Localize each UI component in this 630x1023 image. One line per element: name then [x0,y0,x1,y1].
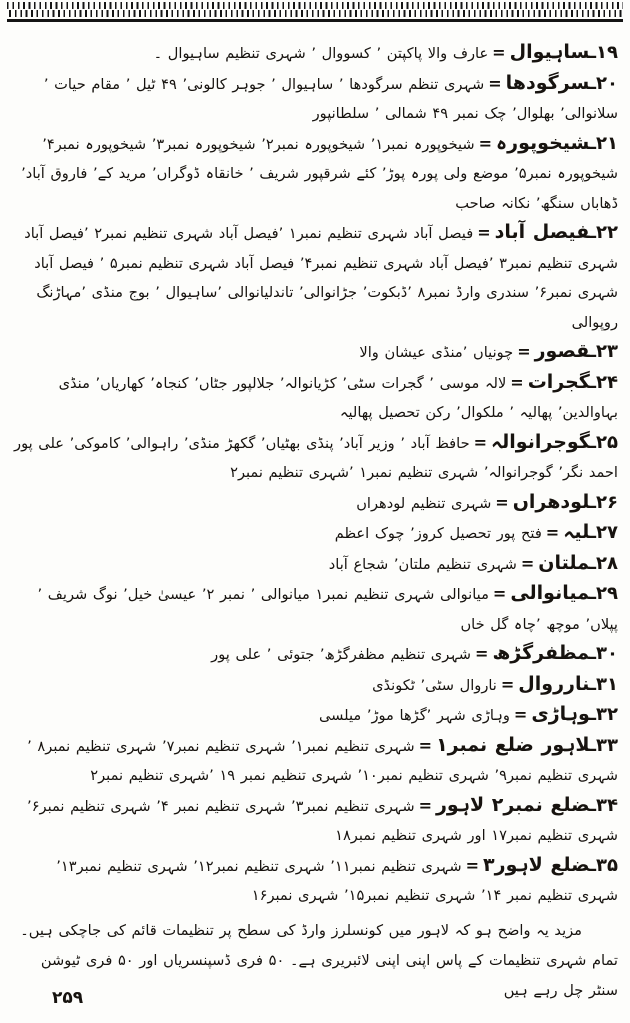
page-number: ۲۵۹ [52,988,84,1008]
entry-22-faisalabad [12,218,618,337]
entry-23-kasur [12,337,618,368]
entry-30-muzaffargarh [12,639,618,670]
equals-sign: = [545,523,560,542]
entry-body: لالہ موسی ’ گجرات سٹی’ کڑیانوالہ’ جلالپور جٹاں’ کنجاہ’ کھاریاں’ منڈی بہاوالدین’ پھالیہ ’ ملکوال’ رکن تحصیل پھالیہ [58,374,618,421]
entry-body: حافظ آباد ’ وزیر آباد’ پنڈی بھٹیاں’ گکھڑ منڈی’ راہوالی’ کاموکی’ علی پور احمد نگر’ گوجرانوالہ’ شہری تنظیم نمبر۱ ’شہری تنظیم نمبر۲ [14,434,618,481]
entry-28-multan [12,549,618,580]
entry-number: ۳۵ـ [589,854,618,876]
equals-sign: = [465,855,480,875]
entry-24-gujrat [12,368,618,428]
entry-29-mianwali [12,579,618,639]
entry-number: ۲۶ـ [589,491,618,513]
equals-sign: = [418,795,432,815]
entry-body: شہری تنظیم لودھراں [356,494,492,512]
entry-33-lahore-district-1 [12,731,618,791]
entry-21-sheikhupura [12,129,618,219]
equals-sign: = [477,223,491,242]
entry-city: ساہیوال [509,41,590,63]
entry-27-layyah [12,518,618,549]
entry-city: نارروال [518,672,590,695]
entry-body: شہری تنظیم ملتان’ شجاع آباد [328,555,517,573]
equals-sign: = [492,584,507,603]
entry-city: قصور [534,340,590,362]
entry-number: ۳۱ـ [589,673,618,695]
entry-city: فیصل آباد [494,221,590,243]
entry-number: ۳۴ـ [589,794,618,816]
entry-number: ۲۴ـ [589,371,618,393]
closing-note: مزید یہ واضح ہو کہ لاہور میں کونسلرز وارڈ کی سطح پر تنظیمات قائم کی جاچکی ہیں۔ تمام شہری تنظیمات کے پاس اپنی اپنی لائبریری ہے۔ ۵۰ فری ڈسپنسریاں اور ۵۰ فری ٹیوشن سنٹر چل رہے ہیں [20,921,618,999]
entry-city: ملتان [538,551,590,574]
entry-number: ۲۷ـ [589,522,618,543]
decorative-tick-border [7,2,623,22]
entry-32-vehari [12,700,618,731]
equals-sign: = [488,73,502,93]
entry-26-lodhran [12,488,618,519]
entry-body: ناروال سٹی’ ٹکونڈی [372,676,497,694]
equals-sign: = [418,735,433,755]
entry-number: ۲۵ـ [589,431,618,453]
entry-city: میانوالی [510,582,590,604]
entry-body: شہری تنظیم نمبر۳’ شہری تنظیم نمبر ۴’ شہری تنظیم نمبر۶’ شہری تنظیم نمبر۱۷ اور شہری تنظیم نمبر۱۸ [27,797,618,844]
entry-city: لودھراں [512,490,590,513]
entry-city: شیخوپورہ [496,131,590,154]
entry-25-gujranwala [12,428,618,488]
entry-city: لیہ [563,521,590,543]
entry-number: ۱۹ـ [589,42,618,63]
entry-city: مظفرگڑھ [492,642,590,664]
entry-body: فتح پور تحصیل کروز’ چوک اعظم [334,525,542,542]
entry-body: شہری تنظم سرگودھا ’ ساہیوال ’ جوہر کالونی’ ۴۹ ٹیل ’ مقام حیات ’ سلانوالی’ بھلوال’ چک نمبر ۴۹ شمالی ’ سلطانپور [43,75,618,122]
entry-body: شیخوپورہ نمبر۱’ شیخوپورہ نمبر۲’ شیخوپورہ نمبر۳’ شیخوپورہ نمبر۴’ شیخوپورہ نمبر۵’ موضع ولی پورہ پوڑ’ کئے شرقپور شریف ’ خانقاہ ڈوگراں’ مرید کے’ فاروق آباد’ ڈھاباں سنگھ’ نکانہ صاحب [21,135,618,212]
equals-sign: = [473,432,488,452]
entry-body: شہری تنظیم مظفرگڑھ’ جتوئی ’ علی پور [211,646,472,663]
equals-sign: = [492,43,506,62]
entry-city: گوجرانوالہ [491,430,590,453]
entry-number: ۲۳ـ [589,341,618,362]
entry-body: وہاڑی شہر ’گڑھا موڑ’ میلسی [318,707,510,724]
equals-sign: = [500,674,515,694]
entry-body: میانوالی شہری تنظیم نمبر۱ میانوالی ’ نمبر ۲’ عیسیٰ خیل’ نوگ شریف ’ پپلاں’ موچھ ’چاہ گل خاں [37,586,618,633]
entry-city: گجرات [527,370,590,393]
entry-number: ۲۹ـ [589,583,618,604]
entry-city: لاہور ضلع نمبر۱ [436,733,590,756]
equals-sign: = [510,372,524,392]
entry-number: ۳۰ـ [589,643,618,664]
entry-city: ضلع لاہور۳ [483,853,590,876]
entry-35-lahore-district-3 [12,851,618,911]
entry-34-lahore-district-2 [12,791,618,851]
entry-city: سرگودھا [505,71,590,94]
entry-body: چونیاں ’منڈی عیشان والا [359,344,514,361]
equals-sign: = [478,133,493,153]
entry-number: ۳۲ـ [589,704,618,725]
equals-sign: = [513,705,528,724]
entry-number: ۳۳ـ [589,734,618,756]
equals-sign: = [520,553,535,573]
entry-number: ۲۲ـ [589,222,618,243]
equals-sign: = [517,342,531,361]
entry-number: ۲۱ـ [589,132,618,154]
page-content [12,38,618,1006]
entry-city: وہاڑی [531,703,590,725]
entry-body: فیصل آباد شہری تنظیم نمبر۱ ’فیصل آباد شہری تنظیم نمبر۲ ’فیصل آباد شہری تنظیم نمبر۳ ’فیصل آباد شہری تنظیم نمبر۴’ فیصل آباد شہری تنظیم نمبر۵ ’ فیصل آباد شہری نمبر۶’ سندری وارڈ نمبر۸ ’ڈبکوت’ جڑانوالی’ تاندلیانوالی ’ساہیوال ’ بوج منڈی ’مہاڑنگ روپوالی [24,225,618,331]
entry-31-narowal [12,670,618,701]
equals-sign: = [495,492,509,512]
entry-body: عارف والا پاکپتن ’ کسووال ’ شہری تنظیم ساہیوال ۔ [153,45,489,62]
entry-number: ۲۸ـ [589,552,618,574]
entry-20-sargodha [12,69,618,129]
equals-sign: = [475,644,489,663]
entry-city: ضلع نمبر۲ لاہور [435,793,590,816]
entry-number: ۲۰ـ [589,72,618,94]
entry-body: شہری تنظیم نمبر۱۱’ شہری تنظیم نمبر۱۲’ شہری تنظیم نمبر۱۳’ شہری تنظیم نمبر ۱۴’ شہری تنظیم نمبر۱۵’ شہری نمبر۱۶ [56,857,618,904]
entry-body: شہری تنظیم نمبر۱’ شہری تنظیم نمبر۷’ شہری تنظیم نمبر۸ ’ شہری تنظیم نمبر۹’ شہری تنظیم نمبر۱۰’ شہری تنظیم نمبر ۱۹ ’شہری تنظیم نمبر۲ [27,737,618,784]
entry-19-sahiwal [12,38,618,69]
